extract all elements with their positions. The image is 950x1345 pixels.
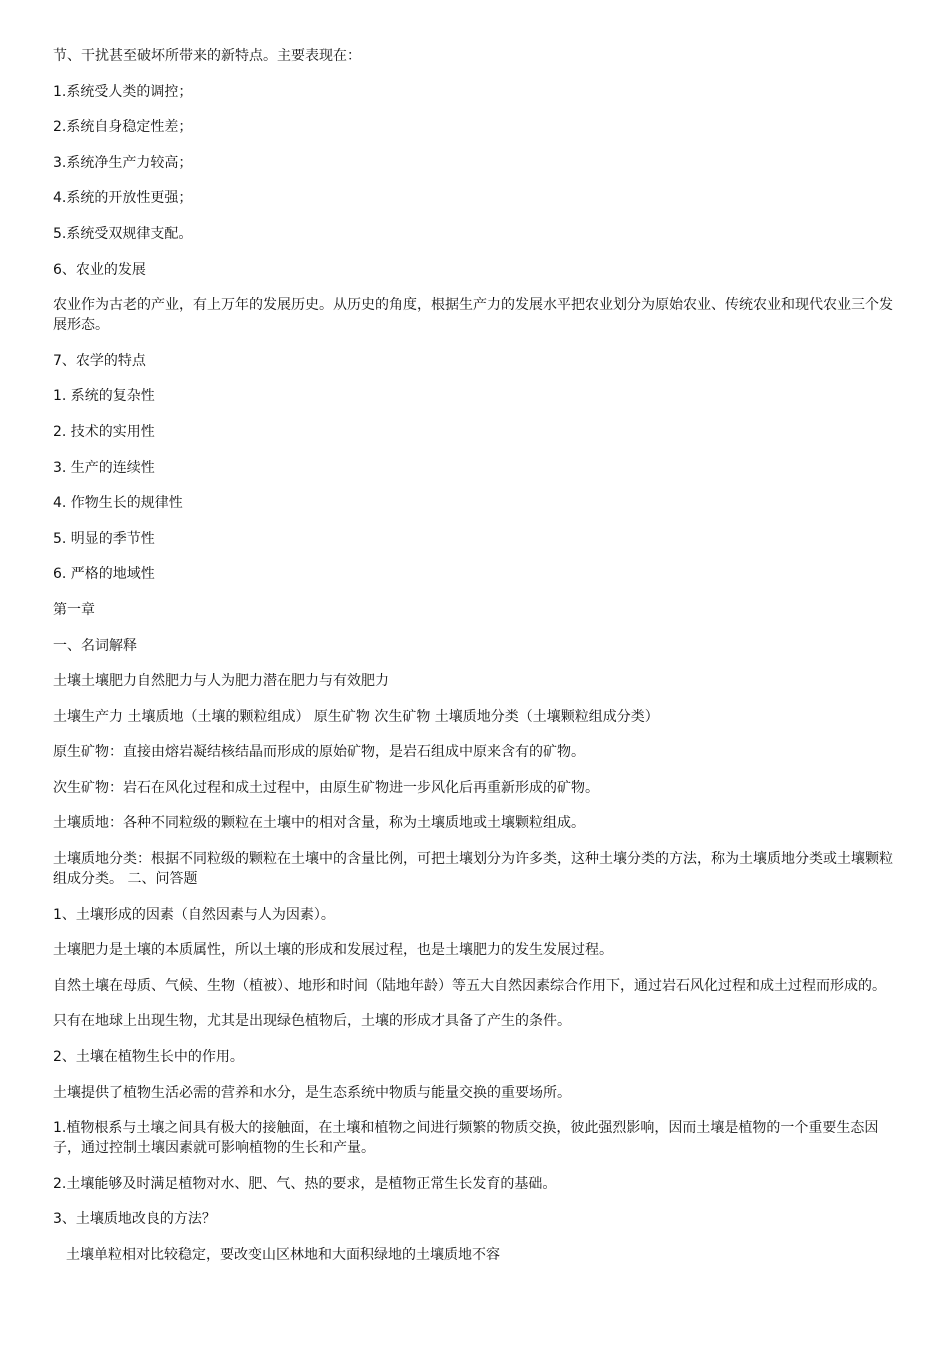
- definition: 次生矿物：岩石在风化过程和成土过程中，由原生矿物进一步风化后再重新形成的矿物。: [53, 779, 599, 796]
- list-item: 2.土壤能够及时满足植物对水、肥、气、热的要求，是植物正常生长发育的基础。: [53, 1175, 557, 1192]
- list-item: 3. 生产的连续性: [53, 459, 155, 476]
- list-item: 3.系统净生产力较高；: [53, 154, 193, 171]
- paragraph: 土壤生产力 土壤质地（土壤的颗粒组成） 原生矿物 次生矿物 土壤质地分类（土壤颗粒组成分类）: [53, 708, 659, 725]
- list-item: 6. 严格的地域性: [53, 566, 155, 583]
- list-item: 4.系统的开放性更强；: [53, 190, 193, 207]
- definition: 土壤质地：各种不同粒级的颗粒在土壤中的相对含量，称为土壤质地或土壤颗粒组成。: [53, 815, 585, 832]
- paragraph: 自然土壤在母质、气候、生物（植被）、地形和时间（陆地年龄）等五大自然因素综合作用下，通过岩石风化过程和成土过程而形成的。: [53, 977, 886, 994]
- question-heading: 3、土壤质地改良的方法？: [53, 1211, 216, 1228]
- section-heading: 7、农学的特点: [53, 352, 146, 369]
- list-item: 5.系统受双规律支配。: [53, 225, 193, 242]
- list-item: 4. 作物生长的规律性: [53, 495, 183, 512]
- paragraph: 节、干扰甚至破坏所带来的新特点。主要表现在：: [53, 48, 361, 64]
- list-item: 1.系统受人类的调控；: [53, 83, 193, 100]
- list-item: 2.系统自身稳定性差；: [53, 119, 193, 136]
- question-heading: 2、土壤在植物生长中的作用。: [53, 1049, 244, 1066]
- list-item: 1. 系统的复杂性: [53, 388, 155, 405]
- list-item: 2. 技术的实用性: [53, 423, 155, 440]
- section-heading: 6、农业的发展: [53, 261, 146, 278]
- section-heading: 一、名词解释: [53, 637, 137, 654]
- paragraph: 土壤土壤肥力自然肥力与人为肥力潜在肥力与有效肥力: [53, 673, 389, 690]
- list-item: 1.植物根系与土壤之间具有极大的接触面，在土壤和植物之间进行频繁的物质交换，彼此强烈影响，因而土壤是植物的一个重要生态因子，通过控制土壤因素就可影响植物的生长和产量。: [53, 1120, 879, 1157]
- paragraph: 土壤提供了植物生活必需的营养和水分，是生态系统中物质与能量交换的重要场所。: [53, 1084, 571, 1101]
- paragraph: 农业作为古老的产业，有上万年的发展历史。从历史的角度，根据生产力的发展水平把农业划分为原始农业、传统农业和现代农业三个发展形态。: [53, 297, 893, 334]
- definition: 土壤质地分类：根据不同粒级的颗粒在土壤中的含量比例，可把土壤划分为许多类，这种土壤分类的方法，称为土壤质地分类或土壤颗粒组成分类。 二、问答题: [53, 851, 893, 888]
- question-heading: 1、土壤形成的因素（自然因素与人为因素）。: [53, 906, 335, 923]
- paragraph: 土壤单粒相对比较稳定，要改变山区林地和大面积绿地的土壤质地不容: [66, 1247, 500, 1263]
- definition: 原生矿物：直接由熔岩凝结核结晶而形成的原始矿物，是岩石组成中原来含有的矿物。: [53, 744, 585, 761]
- list-item: 5. 明显的季节性: [53, 530, 155, 547]
- chapter-heading: 第一章: [53, 601, 95, 618]
- paragraph: 只有在地球上出现生物，尤其是出现绿色植物后，土壤的形成才具备了产生的条件。: [53, 1013, 571, 1030]
- paragraph: 土壤肥力是土壤的本质属性，所以土壤的形成和发展过程，也是土壤肥力的发生发展过程。: [53, 942, 613, 959]
